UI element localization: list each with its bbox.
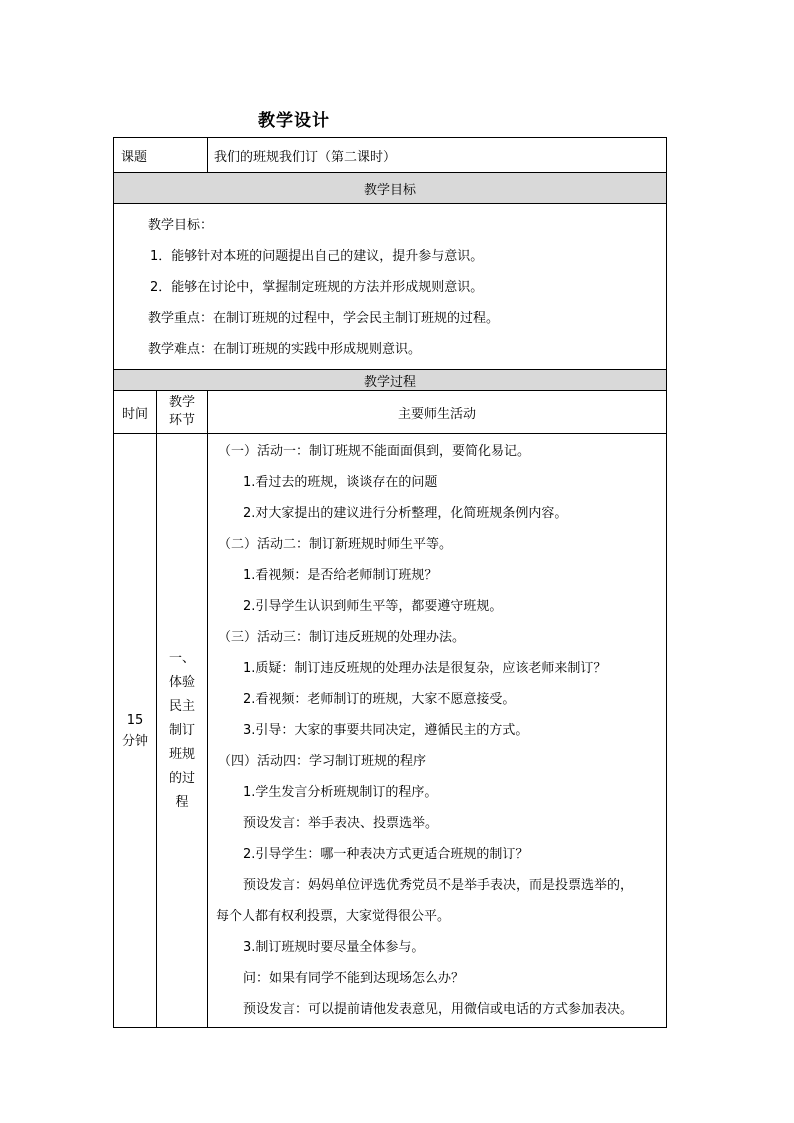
key-point: 教学重点：在制订班规的过程中，学会民主制订班规的过程。 [148,311,500,326]
activity-item: 3.制订班规时要尽量全体参与。 [243,940,425,955]
page-title: 教学设计 [258,111,330,131]
activity-item: 1.看过去的班规，谈谈存在的问题 [243,475,438,490]
activity-heading: （一）活动一：制订班规不能面面俱到，要简化易记。 [218,444,531,459]
process-column-header-row [114,391,667,434]
activity-item: 预设发言：可以提前请他发表意见，用微信或电话的方式参加表决。 [243,1002,634,1017]
goals-header: 教学目标 [114,173,667,204]
goals-row [114,204,667,370]
activity-item: 3.引导：大家的事要共同决定，遵循民主的方式。 [243,723,529,738]
time-value: 15 [126,712,144,728]
activity-item: 1.质疑：制订违反班规的处理办法是很复杂，应该老师来制订？ [243,661,607,676]
topic-label: 课题 [114,138,208,173]
col-activity-header: 主要师生活动 [208,391,667,434]
activity-heading: （二）活动二：制订新班规时师生平等。 [218,537,453,552]
activity-item: 1.看视频：是否给老师制订班规？ [243,568,438,583]
activity-item: 2.引导学生：哪一种表决方式更适合班规的制订？ [243,847,529,862]
col-time-header: 时间 [114,391,157,434]
activity-item: 预设发言：举手表决、投票选举。 [243,816,439,831]
time-unit: 分钟 [121,733,148,749]
activity-item: 问：如果有同学不能到达现场怎么办？ [243,971,465,986]
activity-heading: （四）活动四：学习制订班规的程序 [218,754,427,769]
col-stage-header [157,391,208,434]
difficult-point: 教学难点：在制订班规的实践中形成规则意识。 [148,342,422,357]
lesson-table [113,137,667,1028]
activity-item: 预设发言：妈妈单位评选优秀党员不是举手表决，而是投票选举的， [243,878,634,893]
stage-cell [157,434,208,1028]
activity-item: 2.引导学生认识到师生平等，都要遵守班规。 [243,599,503,614]
goal-item: 1．能够针对本班的问题提出自己的建议，提升参与意识。 [150,249,484,264]
activities-cell [208,434,667,1028]
activity-item: 1.学生发言分析班规制订的程序。 [243,785,438,800]
goals-header-row [114,173,667,204]
topic-row [114,138,667,173]
goal-item: 2．能够在讨论中，掌握制定班规的方法并形成规则意识。 [150,280,484,295]
col-stage-header-line1: 教学 [169,395,196,410]
activity-item: 每个人都有权利投票，大家觉得很公平。 [216,909,451,924]
activity-heading: （三）活动三：制订违反班规的处理办法。 [218,630,466,645]
goals-intro: 教学目标： [148,218,214,233]
process-row [114,434,667,1028]
time-cell [114,434,157,1028]
activity-item: 2.对大家提出的建议进行分析整理，化简班规条例内容。 [243,506,568,521]
topic-value: 我们的班规我们订（第二课时） [208,138,667,173]
process-header: 教学过程 [114,370,667,391]
process-header-row [114,370,667,391]
goals-cell [114,204,667,370]
stage-text: 一、体验民主制订班规的过程 [168,650,195,810]
col-stage-header-line2: 环节 [169,413,196,428]
activity-item: 2.看视频：老师制订的班规，大家不愿意接受。 [243,692,516,707]
